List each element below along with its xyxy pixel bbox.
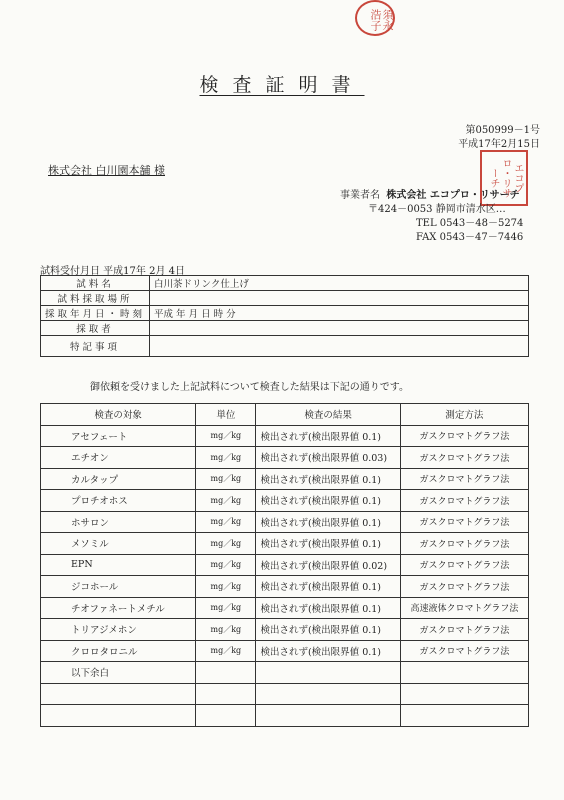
result-unit: mg／kg	[196, 576, 256, 598]
result-method: ガスクロマトグラフ法	[400, 619, 528, 641]
table-row	[41, 447, 529, 469]
sample-info-row	[41, 291, 529, 306]
table-row	[41, 619, 529, 641]
table-row	[41, 640, 529, 662]
result-method	[400, 683, 528, 705]
result-unit: mg／kg	[196, 597, 256, 619]
result-value: 検出されず(検出限界値 0.1)	[256, 619, 400, 641]
header-method: 測定方法	[400, 404, 528, 426]
company-seal: エコプロ・リサーチ	[480, 150, 528, 206]
document-number: 第050999－1号	[465, 125, 540, 136]
table-row	[41, 490, 529, 512]
recipient: 株式会社 白川園本舗 様	[48, 164, 165, 177]
table-row	[41, 705, 529, 727]
result-target: 以下余白	[41, 662, 196, 684]
result-value	[256, 662, 400, 684]
sample-info-table	[40, 275, 529, 357]
result-unit: mg／kg	[196, 425, 256, 447]
sample-info-label: 採取者	[41, 321, 150, 336]
sample-info-row	[41, 336, 529, 357]
sample-info-value	[150, 321, 529, 336]
result-method: ガスクロマトグラフ法	[400, 490, 528, 512]
result-value: 検出されず(検出限界値 0.1)	[256, 468, 400, 490]
sample-info-row	[41, 276, 529, 291]
sample-info-label: 採取年月日・時刻	[41, 306, 150, 321]
result-value: 検出されず(検出限界値 0.1)	[256, 490, 400, 512]
result-method: ガスクロマトグラフ法	[400, 511, 528, 533]
result-value	[256, 683, 400, 705]
result-unit: mg／kg	[196, 490, 256, 512]
result-value: 検出されず(検出限界値 0.1)	[256, 576, 400, 598]
sample-info-row	[41, 306, 529, 321]
issuer-fax: FAX 0543－47－7446	[416, 232, 524, 243]
issue-date: 平成17年2月15日	[458, 139, 540, 150]
sample-info-value: 平成 年 月 日 時 分	[150, 306, 529, 321]
issuer-address: 〒424－0053 静岡市清水区…	[368, 204, 506, 215]
table-row	[41, 597, 529, 619]
result-method: ガスクロマトグラフ法	[400, 447, 528, 469]
result-target: EPN	[41, 554, 196, 576]
result-unit	[196, 662, 256, 684]
result-target: ジコホール	[41, 576, 196, 598]
result-value: 検出されず(検出限界値 0.1)	[256, 425, 400, 447]
sample-info-label: 試料採取場所	[41, 291, 150, 306]
result-method: ガスクロマトグラフ法	[400, 425, 528, 447]
header-unit: 単位	[196, 404, 256, 426]
result-value: 検出されず(検出限界値 0.1)	[256, 511, 400, 533]
result-target: チオファネートメチル	[41, 597, 196, 619]
result-value: 検出されず(検出限界値 0.1)	[256, 533, 400, 555]
table-row	[41, 554, 529, 576]
result-target	[41, 705, 196, 727]
result-unit: mg／kg	[196, 468, 256, 490]
header-target: 検査の対象	[41, 404, 196, 426]
table-row	[41, 468, 529, 490]
intro-text: 御依頼を受けました上記試料について検査した結果は下記の通りです。	[90, 382, 409, 393]
result-method: ガスクロマトグラフ法	[400, 576, 528, 598]
result-target: アセフェート	[41, 425, 196, 447]
result-target: ホサロン	[41, 511, 196, 533]
result-target: エチオン	[41, 447, 196, 469]
document-title: 検査証明書	[199, 74, 365, 96]
result-unit	[196, 683, 256, 705]
result-value: 検出されず(検出限界値 0.02)	[256, 554, 400, 576]
result-value	[256, 705, 400, 727]
approval-seal: 須永 浩子	[355, 0, 395, 36]
table-row	[41, 533, 529, 555]
issuer-block	[340, 189, 523, 245]
issuer-label: 事業者名	[340, 190, 380, 201]
result-target: プロチオホス	[41, 490, 196, 512]
result-unit: mg／kg	[196, 447, 256, 469]
result-value: 検出されず(検出限界値 0.03)	[256, 447, 400, 469]
sample-info-value	[150, 336, 529, 357]
sample-info-label: 試料名	[41, 276, 150, 291]
sample-info-label: 特記事項	[41, 336, 150, 357]
table-row	[41, 683, 529, 705]
table-row	[41, 576, 529, 598]
table-row	[41, 662, 529, 684]
table-row	[41, 425, 529, 447]
result-target: メソミル	[41, 533, 196, 555]
received-date: 試料受付月日 平成17年 2月 4日	[40, 266, 185, 277]
result-value: 検出されず(検出限界値 0.1)	[256, 640, 400, 662]
result-unit: mg／kg	[196, 511, 256, 533]
result-unit	[196, 705, 256, 727]
result-target	[41, 683, 196, 705]
issuer-tel: TEL 0543－48－5274	[416, 218, 524, 229]
result-target: トリアジメホン	[41, 619, 196, 641]
result-target: カルタップ	[41, 468, 196, 490]
sample-info-value	[150, 291, 529, 306]
sample-info-row	[41, 321, 529, 336]
result-method: ガスクロマトグラフ法	[400, 640, 528, 662]
result-unit: mg／kg	[196, 533, 256, 555]
result-value: 検出されず(検出限界値 0.1)	[256, 597, 400, 619]
result-method: ガスクロマトグラフ法	[400, 554, 528, 576]
result-method	[400, 705, 528, 727]
result-unit: mg／kg	[196, 554, 256, 576]
sample-info-value: 白川茶ドリンク仕上げ	[150, 276, 529, 291]
table-row	[41, 511, 529, 533]
result-method: 高速液体クロマトグラフ法	[400, 597, 528, 619]
document-number-block	[458, 124, 540, 152]
result-method: ガスクロマトグラフ法	[400, 533, 528, 555]
results-table	[40, 403, 529, 727]
result-method: ガスクロマトグラフ法	[400, 468, 528, 490]
result-method	[400, 662, 528, 684]
results-header-row	[41, 404, 529, 426]
issuer-company: 株式会社 エコプロ・リサーチ	[386, 190, 520, 201]
result-unit: mg／kg	[196, 640, 256, 662]
result-target: クロロタロニル	[41, 640, 196, 662]
result-unit: mg／kg	[196, 619, 256, 641]
header-result: 検査の結果	[256, 404, 400, 426]
